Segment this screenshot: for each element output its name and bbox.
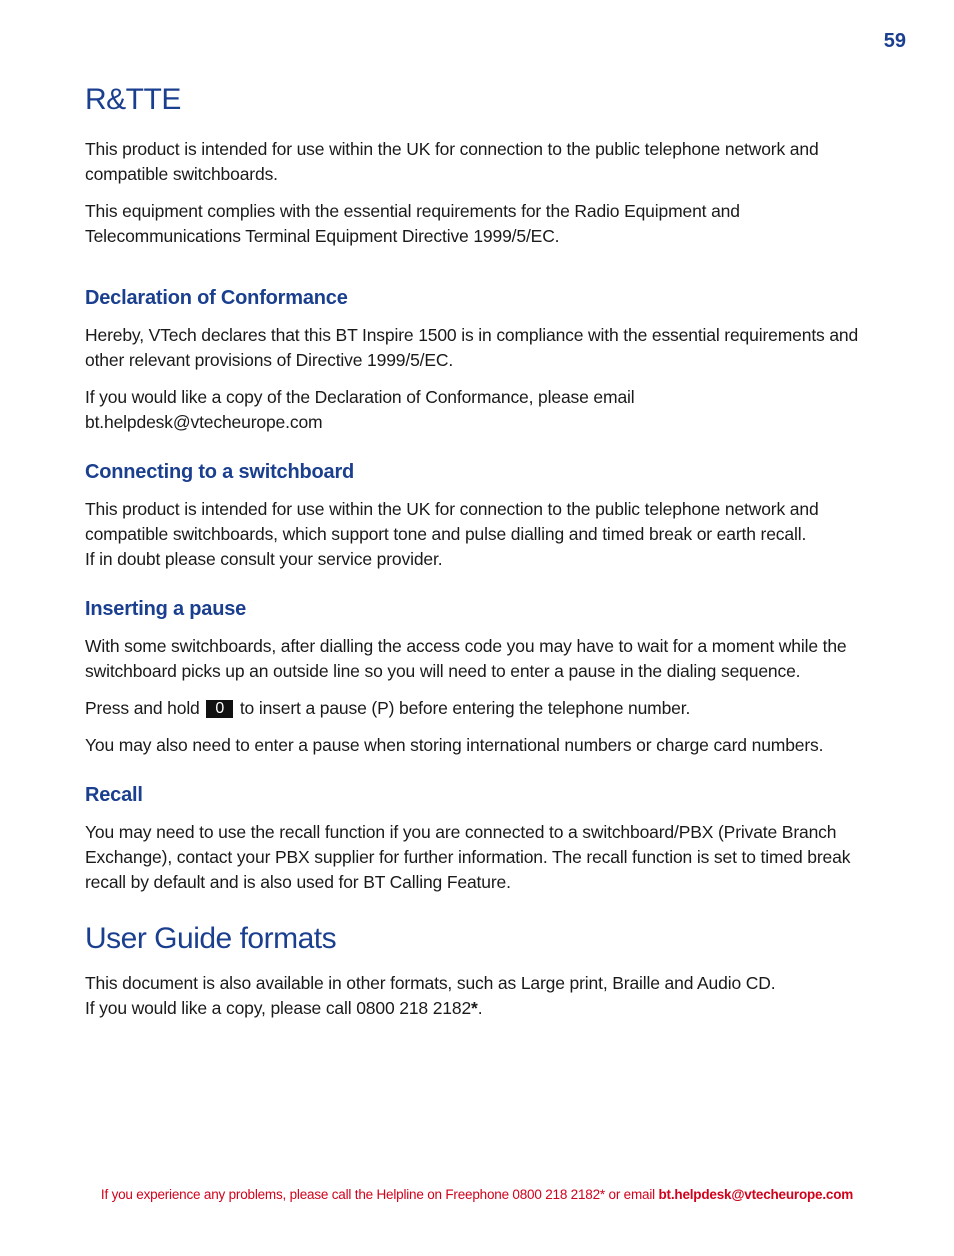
declaration-email-address: bt.helpdesk@vtecheurope.com (85, 412, 323, 432)
pause-paragraph-2 (85, 696, 875, 721)
formats-line-2-end: . (477, 998, 483, 1018)
pause-paragraph-1: With some switchboards, after dialling the access code you may have to wait for a moment while the switchboard picks up an outside line so you will need to enter a pause in the dialing sequence. (85, 636, 847, 681)
switchboard-paragraph (85, 497, 875, 572)
helpline-footer (0, 1187, 954, 1202)
formats-heading: User Guide formats (85, 922, 337, 955)
zero-key-icon: 0 (206, 700, 233, 718)
declaration-email-intro: If you would like a copy of the Declaration of Conformance, please email (85, 387, 635, 407)
formats-line-2: If you would like a copy, please call 0800 218 2182 (85, 998, 472, 1018)
switchboard-heading: Connecting to a switchboard (85, 461, 355, 483)
footer-email: bt.helpdesk@vtecheurope.com (658, 1187, 854, 1202)
formats-line-1: This document is also available in other formats, such as Large print, Braille and Audio CD. (85, 973, 776, 993)
declaration-paragraph-1: Hereby, VTech declares that this BT Inspire 1500 is in compliance with the essential requirements and other relevant provisions of Directive 1999/5/EC. (85, 325, 859, 370)
pause-heading: Inserting a pause (85, 598, 247, 620)
page-content (85, 82, 875, 1021)
declaration-heading: Declaration of Conformance (85, 287, 348, 309)
recall-paragraph: You may need to use the recall function if you are connected to a switchboard/PBX (Private Branch Exchange), contact your PBX supplier for further information. The recall function is set to timed break recall by default and is also used for BT Calling Feature. (85, 822, 851, 892)
rtte-paragraph-2: This equipment complies with the essential requirements for the Radio Equipment and Telecommunications Terminal Equipment Directive 1999/5/EC. (85, 201, 740, 246)
declaration-paragraph-2 (85, 385, 875, 435)
formats-paragraph (85, 971, 875, 1021)
press-hold-suffix: to insert a pause (P) before entering the telephone number. (239, 698, 691, 718)
page-number: 59 (883, 30, 906, 52)
switchboard-doubt-text: If in doubt please consult your service provider. (85, 549, 443, 569)
recall-heading: Recall (85, 784, 143, 806)
pause-paragraph-3: You may also need to enter a pause when storing international numbers or charge card numbers. (85, 735, 824, 755)
switchboard-text: This product is intended for use within the UK for connection to the public telephone network and compatible switchboards, which support tone and pulse dialling and timed break or earth recall. (85, 499, 819, 544)
formats-asterisk: * (471, 998, 478, 1018)
press-hold-prefix: Press and hold (85, 698, 200, 718)
footer-text: If you experience any problems, please call the Helpline on Freephone 0800 218 2182* or email (100, 1187, 659, 1202)
rtte-paragraph-1: This product is intended for use within the UK for connection to the public telephone network and compatible switchboards. (85, 139, 819, 184)
rtte-heading: R&TTE (85, 83, 181, 116)
